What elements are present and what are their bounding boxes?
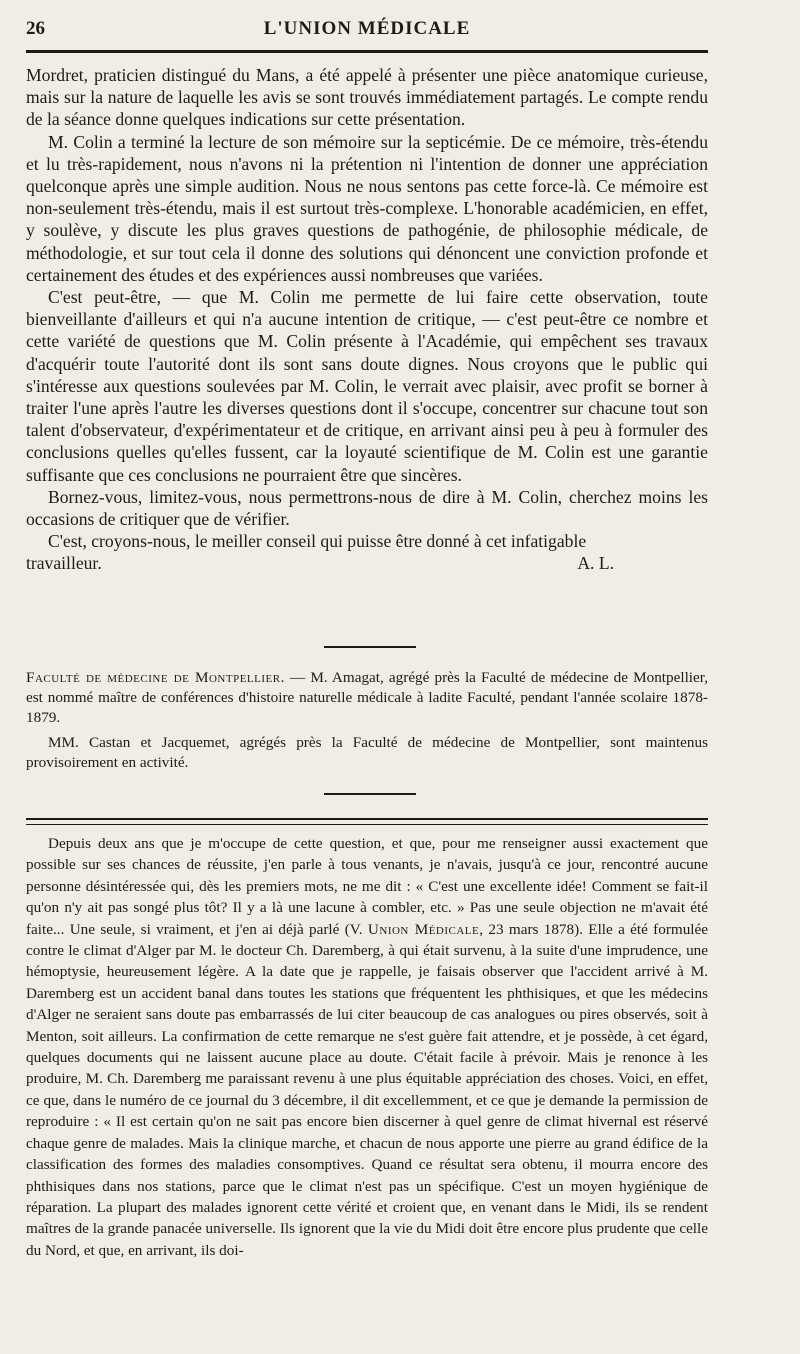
feuilleton-paragraph: [26, 833, 708, 1261]
paragraph-mordret: Mordret, praticien distingué du Mans, a été appelé à présenter une pièce anatomique curieuse, mais sur la nature de laquelle les avis se sont trouvés immédiatement partagés. Le compte rendu de la séance donne quelques indications sur cette présentation.: [26, 65, 708, 130]
news-section: [26, 668, 708, 773]
feuilleton: [26, 833, 708, 1261]
news-item-castan: MM. Castan et Jacquemet, agrégés près la Faculté de médecine de Montpellier, sont maintenus provisoirement en activité.: [26, 734, 708, 772]
page-number: 26: [26, 18, 45, 39]
paragraph-colin-observation: C'est peut-être, — que M. Colin me permette de lui faire cette observation, toute bienveillante d'ailleurs et qui n'a aucune intention de critique, — c'est peut-être ce nombre et cette variété de questions que M. Colin présente à l'Académie, qui empêchent ses travaux d'acquérir toute l'autorité dont ils sont sans doute dignes. Nous croyons que le public qui s'intéresse aux questions soulevées par M. Colin, le verrait avec plaisir, avec profit se borner à traiter l'une après l'autre les diverses questions dont il s'occupe, concentrer sur chacune tout son talent d'observateur, d'expérimentateur et de critique, en arrivant ainsi peu à peu à formuler des conclusions quelles qu'elles fussent, car la loyauté scientifique de M. Colin est une garantie suffisante que ces conclusions ne pourraient être que sincères.: [26, 287, 708, 485]
news-item-amagat-text: — M. Amagat, agrégé près la Faculté de médecine de Montpellier, est nommé maître de conférences d'histoire naturelle médicale à ladite Faculté, pendant l'année scolaire 1878-1879.: [26, 669, 709, 726]
journal-title: L'UNION MÉDICALE: [263, 18, 471, 39]
feuilleton-rule-top: [26, 818, 708, 820]
section-divider-2: [324, 793, 416, 795]
paragraph-colin-memoire: M. Colin a terminé la lecture de son mémoire sur la septicémie. De ce mémoire, très-étendu et lu très-rapidement, nous n'avons ni la prétention ni l'intention de donner une appréciation quelconque après une simple audition. Nous ne nous sentons pas cette force-là. Ce mémoire est non-seulement très-étendu, mais il est surtout très-complexe. L'honorable académicien, en effet, y soulève, y discute les plus graves questions de pathogénie, de philosophie médicale, de méthodologie, et sur tout cela il donne des solutions qui dénoncent une conviction profonde et certainement des études et des expériences aussi nombreuses que variées.: [26, 131, 708, 285]
author-signature: A. L.: [577, 553, 614, 574]
header-rule: [26, 50, 708, 53]
closing-word: travailleur.: [26, 553, 102, 574]
news-item-amagat: [26, 668, 708, 727]
running-header: [26, 14, 708, 44]
section-divider: [324, 646, 416, 648]
journal-reference: Union Médicale: [367, 920, 480, 938]
feuilleton-rule-bottom: [26, 824, 708, 825]
faculty-label: Faculté de médecine de Montpellier.: [26, 669, 285, 686]
feuilleton-text-part1: Depuis deux ans que je m'occupe de cette question, et que, pour me renseigner aussi exactement que possible sur ses chances de réussite, j'en parle à tous venants, je n'avais, jusqu'à ce jour, rencontré aucune personne désintéressée qui, dès les premiers mots, ne me dit : « C'est une excellente idée! Comment se fait-il qu'on n'y ait pas songé plus tôt? Il y a là une lacune à combler, etc. » Pas une seule objection ne m'avait été faite... Une seule, si vraiment, et j'en ai déjà parlé (V.: [26, 835, 708, 938]
paragraph-bornez-vous: Bornez-vous, limitez-vous, nous permettrons-nous de dire à M. Colin, cherchez moins les occasions de critiquer que de vérifier.: [26, 486, 708, 530]
paragraph-conseil: C'est, croyons-nous, le meiller conseil qui puisse être donné à cet infatigable: [48, 531, 587, 552]
feuilleton-text-part2: , 23 mars 1878). Elle a été formulée contre le climat d'Alger par M. le docteur Ch. Daremberg, à qui était survenu, à la suite d'une imprudence, une hémoptysie, heureusement légère. A la date que je rappelle, je faisais observer que l'accident arrivé à M. Daremberg est un accident banal dans toutes les stations que fréquentent les phthisiques, et que les médecins d'Alger ne seraient sans doute pas embarrassés de lui citer beaucoup de cas analogues ou pires observés, soit à Menton, soit ailleurs. La confirmation de cette remarque ne s'est guère fait attendre, et je possède, à cet égard, quelques documents qui ne laissent aucune place au doute. C'était facile à prévoir. Mais je renonce à les produire, M. Ch. Daremberg me paraissant revenu à une plus équitable appréciation des choses. Voici, en effet, ce que, dans le numéro de ce journal du 3 décembre, il dit excellemment, et ce que je demande la permission de reproduire : « Il est certain qu'on ne sait pas encore bien discerner à quel genre de climat hivernal est réservé chaque genre de malades. Mais la clinique marche, et chacun de nous apporte une pierre au grand édifice de la classification des formes des maladies consomptives. Quand ce résultat sera obtenu, il mourra encore des phthisiques dans nos stations, parce que le climat n'est pas un spécifique. C'est un moyen hygiénique de réparation. La plupart des malades ignorent cette vérité et croient que, en venant dans le Midi, ils se rendent maîtres de la grande panacée universelle. Ils ignorent que la vie du Midi doit être encore plus prudente que celle du Nord, et que, en arrivant, ils doi-: [26, 920, 708, 1259]
main-article: [26, 64, 708, 575]
signature-line: [26, 552, 708, 574]
